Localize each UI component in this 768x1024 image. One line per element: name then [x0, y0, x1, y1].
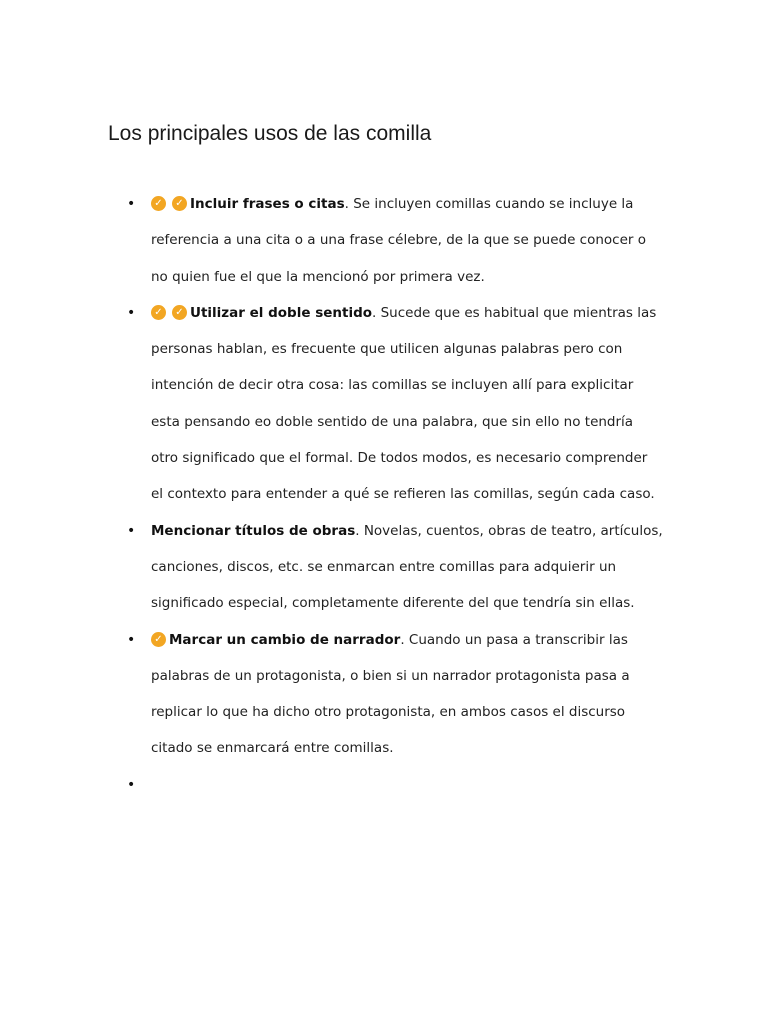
list-item-cambio-narrador	[0, 622, 663, 767]
item-description: . Sucede que es habitual que mientras las personas hablan, es frecuente que utilicen algunas palabras pero con intención de decir otra cosa: las comillas se incluyen allí para explicitar esta pensando eo doble sentido de una palabra, que sin ello no tendría otro significado que el formal. De todos modos, es necesario comprender el contexto para entender a qué se refieren las comillas, según cada caso.	[151, 304, 657, 503]
item-term: Utilizar el doble sentido	[190, 304, 373, 321]
check-badge-icon: ✓	[172, 305, 187, 320]
item-description: . Cuando un pasa a transcribir las palabras de un protagonista, o bien si un narrador protagonista pasa a replicar lo que ha dicho otro protagonista, en ambos casos el discurso citado se enmarcará entre comillas.	[151, 631, 630, 757]
item-description: . Novelas, cuentos, obras de teatro, artículos, canciones, discos, etc. se enmarcan entre comillas para adquierir un significado especial, completamente diferente del que tendría sin ellas.	[151, 522, 663, 612]
page-title: Los principales usos de las comilla	[108, 122, 432, 145]
item-term: Mencionar títulos de obras	[151, 522, 356, 539]
bullet: •	[127, 304, 136, 321]
list-item-empty	[0, 767, 663, 803]
item-description	[151, 777, 155, 793]
item-term: Incluir frases o citas	[190, 196, 345, 212]
list-item-doble-sentido	[0, 295, 663, 513]
bullet: •	[127, 776, 136, 793]
item-description: . Se incluyen comillas cuando se incluye la referencia a una cita o a una frase célebre, de la que se puede conocer o no quien fue el que la mencionó por primera vez.	[151, 196, 646, 285]
check-badge-icon: ✓	[151, 632, 166, 647]
list-item-titulos-obras	[0, 513, 663, 622]
bullet: •	[127, 522, 136, 539]
check-badge-icon: ✓	[151, 196, 166, 211]
check-badge-icon: ✓	[172, 196, 187, 211]
usage-list	[0, 186, 768, 803]
check-badge-icon: ✓	[151, 305, 166, 320]
item-term: Marcar un cambio de narrador	[169, 631, 401, 648]
list-item-incluir-frases	[0, 186, 663, 295]
bullet: •	[127, 631, 136, 648]
bullet: •	[127, 196, 136, 212]
